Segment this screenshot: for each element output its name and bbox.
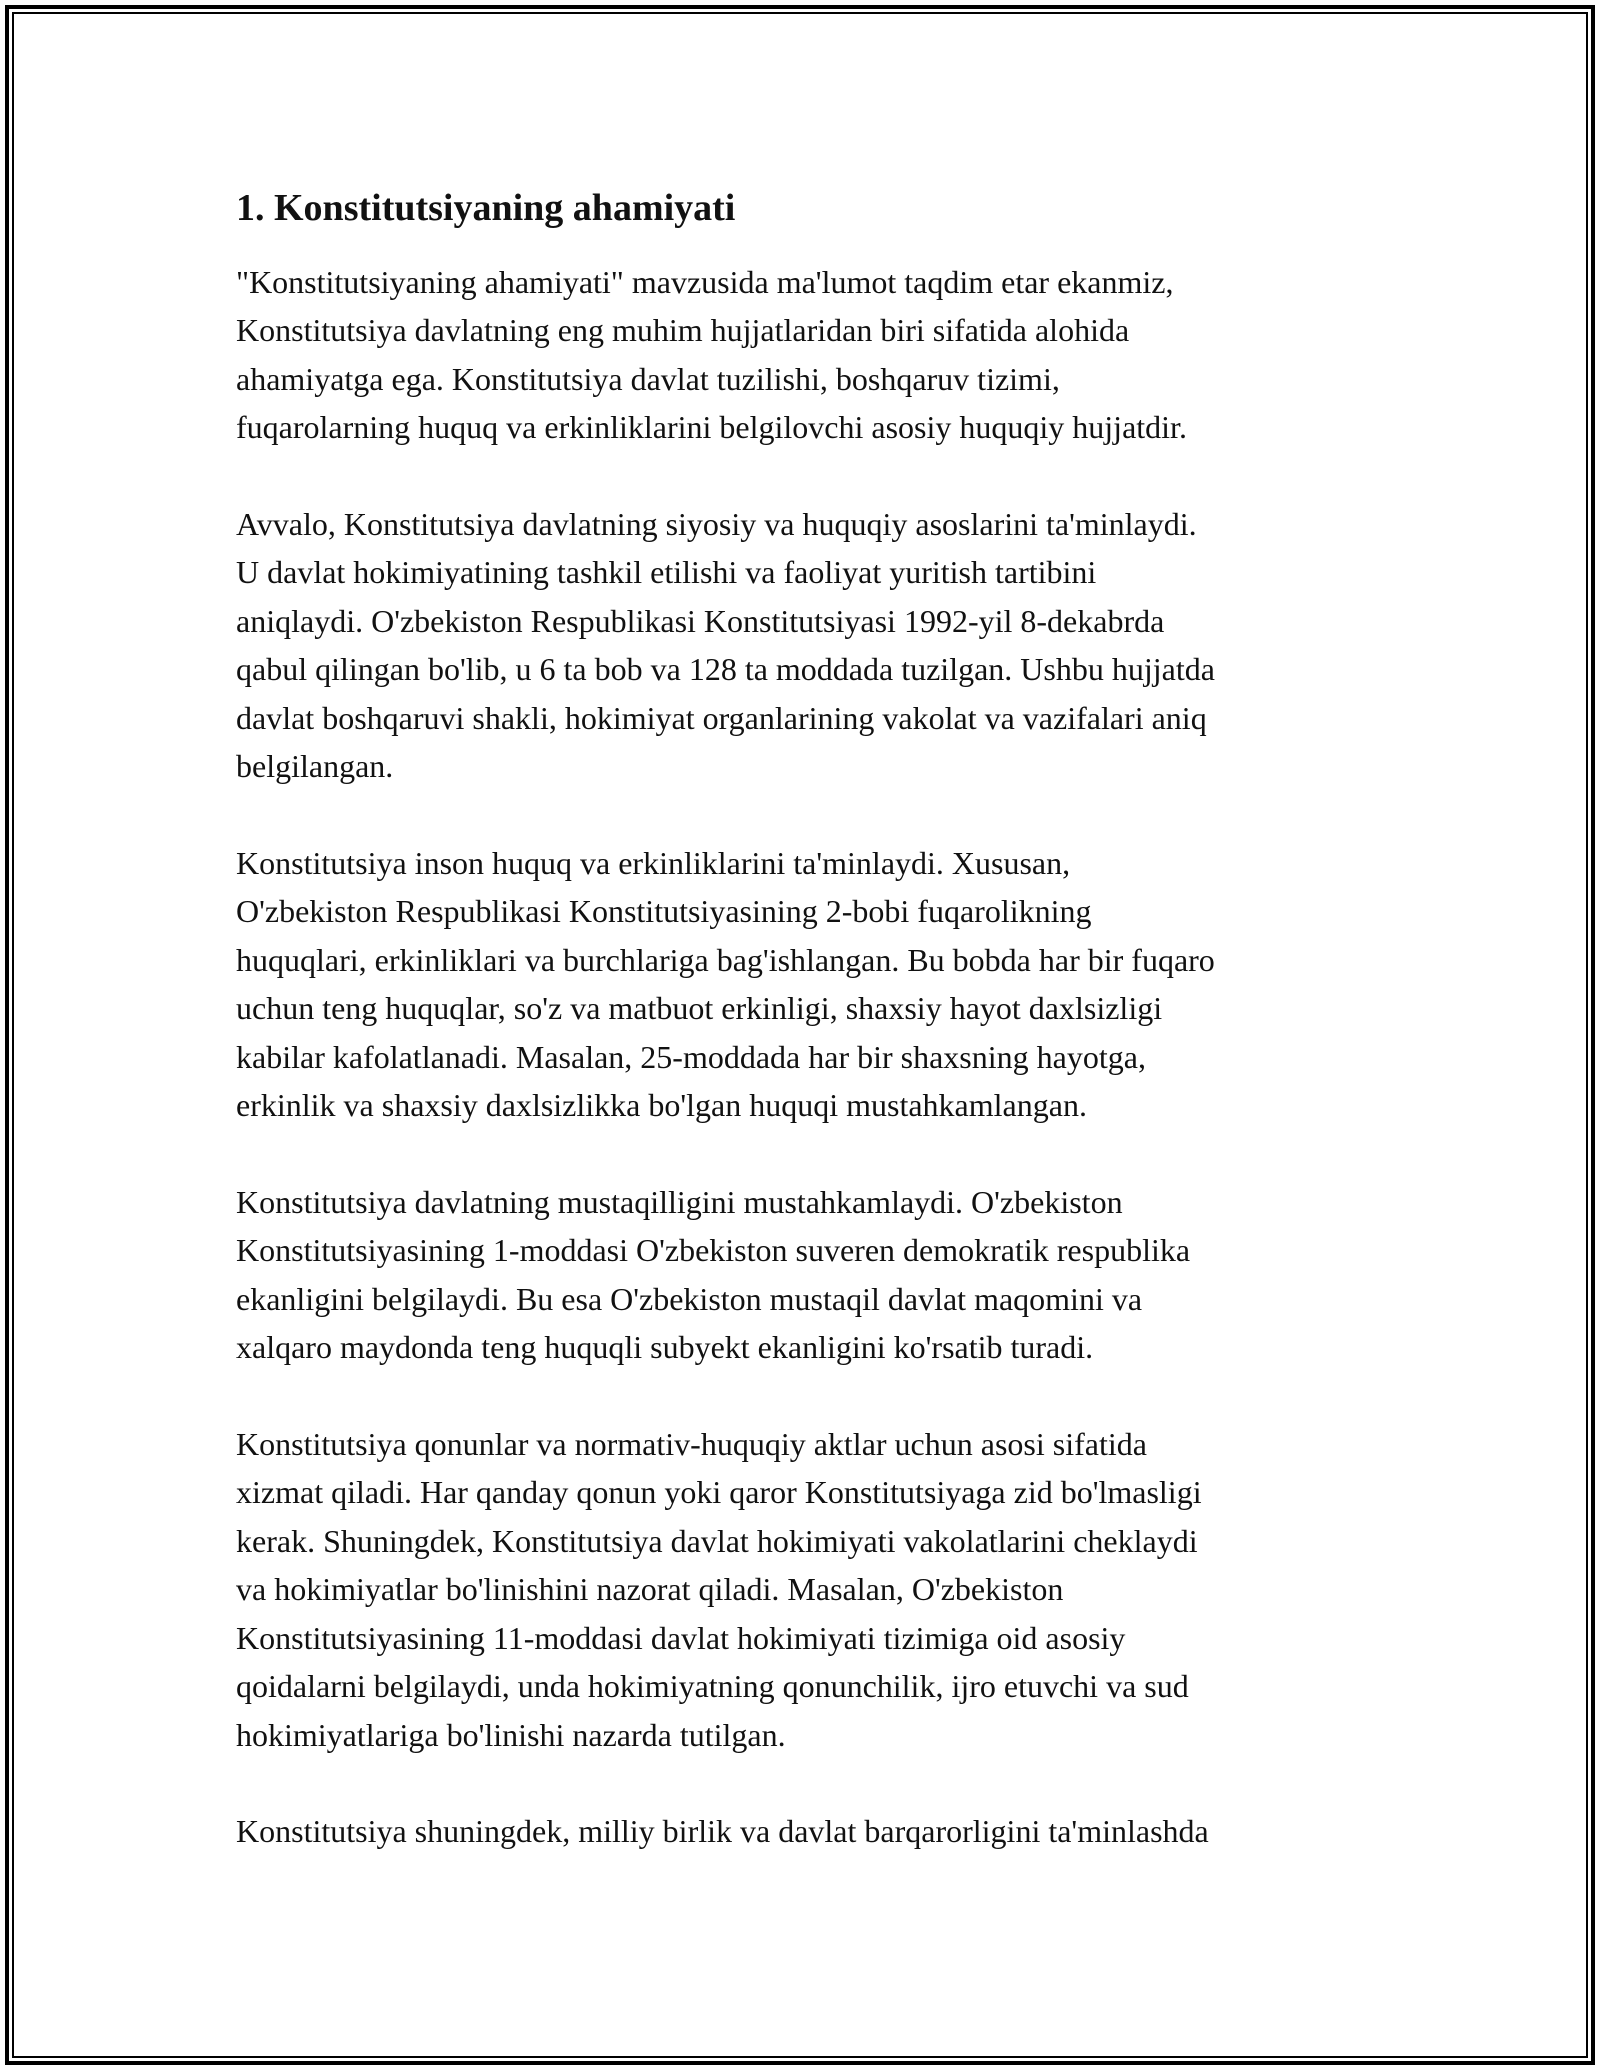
text-line: Konstitutsiya qonunlar va normativ-huquqiy aktlar uchun asosi sifatida [236,1425,1147,1462]
text-line: hokimiyatlariga bo'linishi nazarda tutilgan. [236,1716,786,1753]
text-line: huquqlari, erkinliklari va burchlariga bag'ishlangan. Bu bobda har bir fuqaro [236,941,1215,978]
paragraph [236,500,1386,791]
text-line: davlat boshqaruvi shakli, hokimiyat organlarining vakolat va vazifalari aniq [236,699,1207,736]
text-line: Konstitutsiya davlatning eng muhim hujjatlaridan biri sifatida alohida [236,312,1130,349]
text-line: Konstitutsiya davlatning mustaqilligini mustahkamlaydi. O'zbekiston [236,1183,1123,1220]
text-line: qabul qilingan bo'lib, u 6 ta bob va 128 ta moddada tuzilgan. Ushbu hujjatda [236,651,1215,688]
document-body [236,186,1386,1904]
text-line: kerak. Shuningdek, Konstitutsiya davlat hokimiyati vakolatlarini cheklaydi [236,1522,1198,1559]
text-line: ekanligini belgilaydi. Bu esa O'zbekiston mustaqil davlat maqomini va [236,1280,1143,1317]
text-line: ahamiyatga ega. Konstitutsiya davlat tuzilishi, boshqaruv tizimi, [236,360,1060,397]
section-heading: 1. Konstitutsiyaning ahamiyati [236,187,736,229]
text-line: fuqarolarning huquq va erkinliklarini belgilovchi asosiy huquqiy hujjatdir. [236,409,1187,446]
text-line: O'zbekiston Respublikasi Konstitutsiyasining 2-bobi fuqarolikning [236,893,1092,930]
text-line: Konstitutsiya inson huquq va erkinliklarini ta'minlaydi. Xususan, [236,844,1071,881]
text-line: U davlat hokimiyatining tashkil etilishi va faoliyat yuritish tartibini [236,554,1097,591]
text-line: xizmat qiladi. Har qanday qonun yoki qaror Konstitutsiyaga zid bo'lmasligi [236,1474,1202,1511]
text-line: kabilar kafolatlanadi. Masalan, 25-moddada har bir shaxsning hayotga, [236,1038,1146,1075]
text-line: Konstitutsiyasining 1-moddasi O'zbekiston suveren demokratik respublika [236,1232,1191,1269]
text-line: Konstitutsiya shuningdek, milliy birlik va davlat barqarorligini ta'minlashda [236,1813,1209,1850]
text-line: qoidalarni belgilaydi, unda hokimiyatning qonunchilik, ijro etuvchi va sud [236,1668,1189,1705]
text-line: uchun teng huquqlar, so'z va matbuot erkinligi, shaxsiy hayot daxlsizligi [236,990,1163,1027]
text-line: "Konstitutsiyaning ahamiyati" mavzusida ma'lumot taqdim etar ekanmiz, [236,263,1174,300]
text-line: xalqaro maydonda teng huquqli subyekt ekanligini ko'rsatib turadi. [236,1329,1094,1366]
text-line: Konstitutsiyasining 11-moddasi davlat hokimiyati tizimiga oid asosiy [236,1619,1126,1656]
text-line: Avvalo, Konstitutsiya davlatning siyosiy va huquqiy asoslarini ta'minlaydi. [236,505,1197,542]
paragraph [236,1807,1386,1856]
text-line: va hokimiyatlar bo'linishini nazorat qiladi. Masalan, O'zbekiston [236,1571,1064,1608]
text-line: erkinlik va shaxsiy daxlsizlikka bo'lgan huquqi mustahkamlangan. [236,1087,1087,1124]
text-line: aniqlaydi. O'zbekiston Respublikasi Konstitutsiyasi 1992-yil 8-dekabrda [236,602,1165,639]
paragraph [236,839,1386,1130]
paragraph [236,1178,1386,1372]
paragraph [236,1420,1386,1760]
text-line: belgilangan. [236,748,394,785]
paragraph [236,258,1386,452]
